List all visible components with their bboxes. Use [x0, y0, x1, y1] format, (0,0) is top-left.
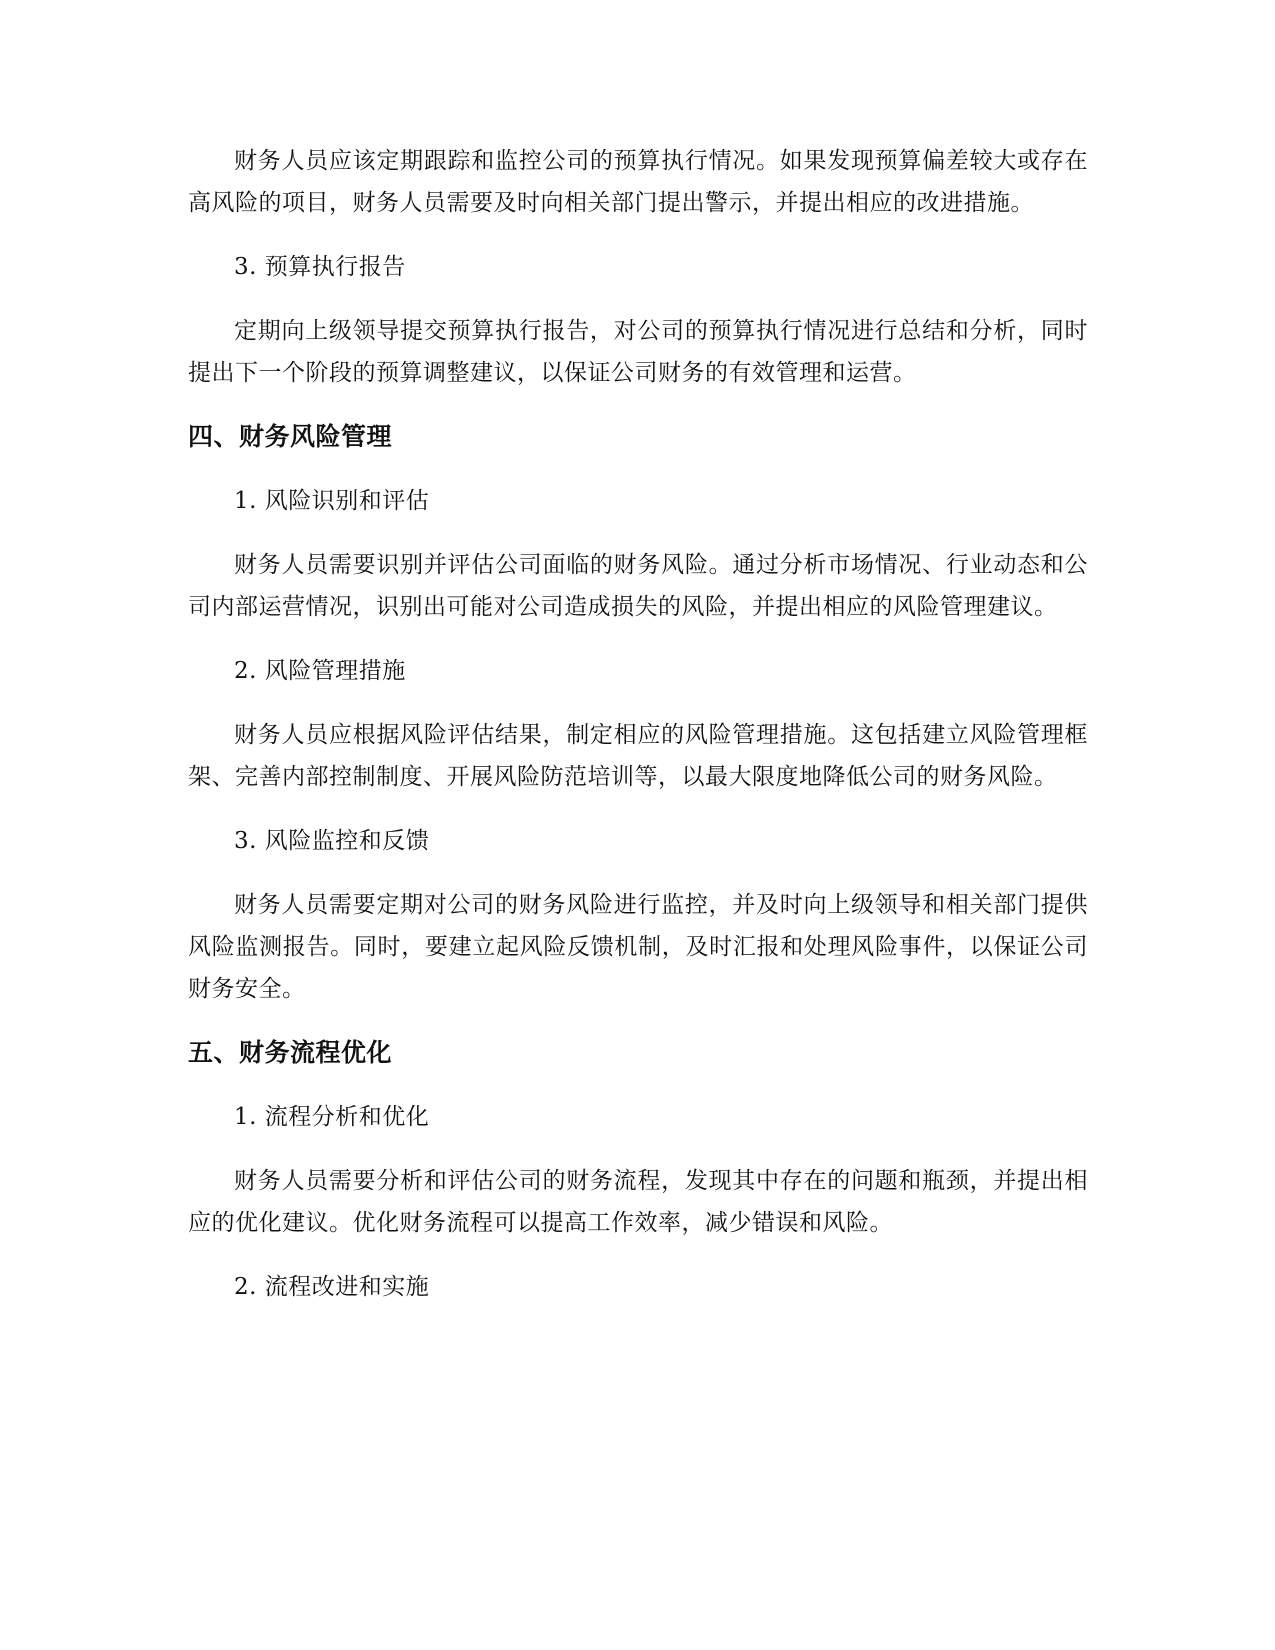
paragraph-process-analysis: 财务人员需要分析和评估公司的财务流程，发现其中存在的问题和瓶颈，并提出相应的优化建议。优化财务流程可以提高工作效率，减少错误和风险。	[188, 1168, 1088, 1236]
subheading-process-analysis: 1. 流程分析和优化	[234, 1104, 430, 1130]
paragraph-budget-report: 定期向上级领导提交预算执行报告，对公司的预算执行情况进行总结和分析，同时提出下一个阶段的预算调整建议，以保证公司财务的有效管理和运营。	[188, 318, 1088, 386]
subheading-risk-measures: 2. 风险管理措施	[234, 658, 406, 684]
subheading-risk-identification: 1. 风险识别和评估	[234, 488, 430, 514]
paragraph-risk-measures: 财务人员应根据风险评估结果，制定相应的风险管理措施。这包括建立风险管理框架、完善内部控制制度、开展风险防范培训等，以最大限度地降低公司的财务风险。	[188, 722, 1088, 790]
subheading-process-improvement: 2. 流程改进和实施	[234, 1274, 430, 1300]
paragraph-risk-identification: 财务人员需要识别并评估公司面临的财务风险。通过分析市场情况、行业动态和公司内部运营情况，识别出可能对公司造成损失的风险，并提出相应的风险管理建议。	[188, 552, 1088, 620]
section-heading-risk-management: 四、财务风险管理	[188, 422, 393, 451]
paragraph-budget-monitoring: 财务人员应该定期跟踪和监控公司的预算执行情况。如果发现预算偏差较大或存在高风险的项目，财务人员需要及时向相关部门提出警示，并提出相应的改进措施。	[188, 148, 1088, 216]
subheading-budget-report: 3. 预算执行报告	[234, 254, 406, 280]
document-page	[188, 140, 1088, 1330]
section-heading-process-optimization: 五、财务流程优化	[188, 1038, 393, 1067]
subheading-risk-monitoring: 3. 风险监控和反馈	[234, 828, 430, 854]
paragraph-risk-monitoring: 财务人员需要定期对公司的财务风险进行监控，并及时向上级领导和相关部门提供风险监测报告。同时，要建立起风险反馈机制，及时汇报和处理风险事件，以保证公司财务安全。	[188, 892, 1088, 1002]
